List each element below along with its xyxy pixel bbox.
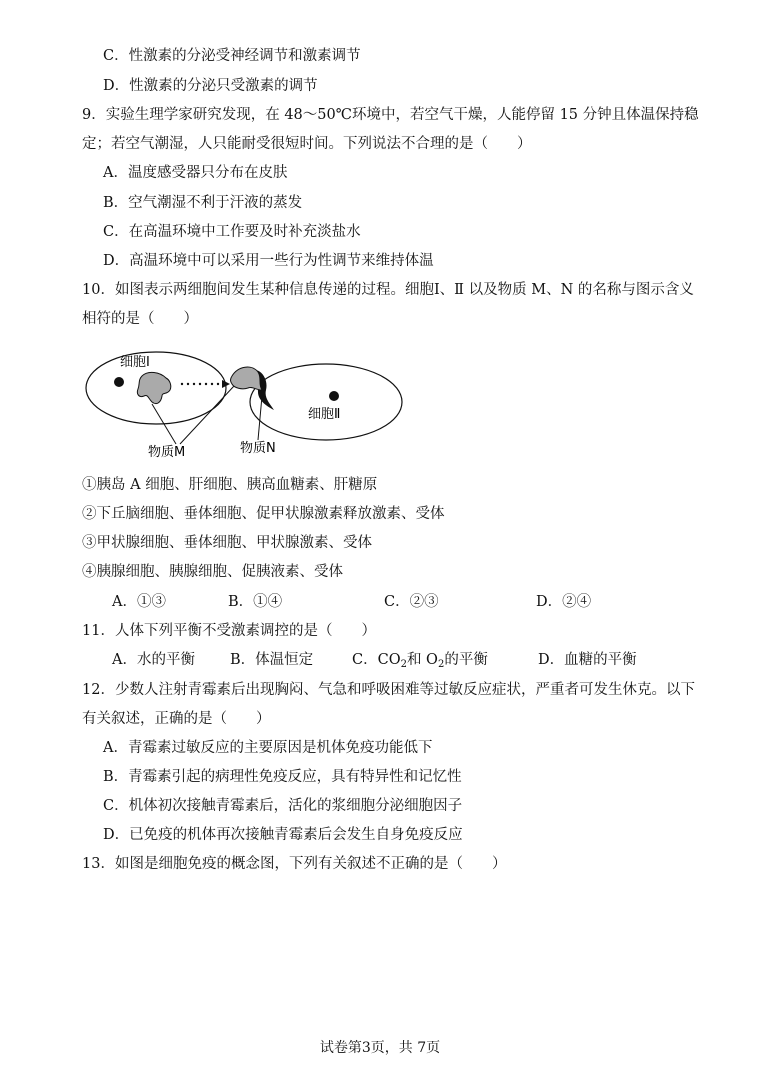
q9-option-a: A．温度感受器只分布在皮肤: [103, 165, 288, 181]
q11-option-c: [352, 650, 488, 675]
q10-stem-line1: 10．如图表示两细胞间发生某种信息传递的过程。细胞Ⅰ、Ⅱ 以及物质 M、N 的名称与图示含义: [82, 282, 694, 298]
q12-option-d: D．已免疫的机体再次接触青霉素后会发生自身免疫反应: [103, 827, 463, 843]
q12-option-c: C．机体初次接触青霉素后，活化的浆细胞分泌细胞因子: [103, 798, 463, 814]
q10-option-b: B．①④: [228, 594, 283, 610]
q10-option-a: A．①③: [112, 594, 166, 610]
q10-statement-2: ②下丘脑细胞、垂体细胞、促甲状腺激素释放激素、受体: [82, 506, 445, 522]
q10-statement-4: ④胰腺细胞、胰腺细胞、促胰液素、受体: [82, 564, 343, 580]
q12-option-b: B．青霉素引起的病理性免疫反应，具有特异性和记忆性: [103, 769, 462, 785]
q9-stem-line1: 9．实验生理学家研究发现，在 48～50℃环境中，若空气干燥，人能停留 15 分钟且体温保持稳: [82, 107, 699, 123]
q10-statement-1: ①胰岛 A 细胞、肝细胞、胰高血糖素、肝糖原: [82, 477, 378, 493]
q10-option-d: D．②④: [536, 594, 592, 610]
substance-n-label: 物质N: [240, 441, 276, 456]
q10-statement-3: ③甲状腺细胞、垂体细胞、甲状腺激素、受体: [82, 535, 372, 551]
q11-option-c-sub2: 2: [437, 659, 445, 670]
q11-option-b: B．体温恒定: [230, 652, 314, 668]
q12-option-a: A．青霉素过敏反应的主要原因是机体免疫功能低下: [103, 740, 433, 756]
q12-stem-line1: 12．少数人注射青霉素后出现胸闷、气急和呼吸困难等过敏反应症状，严重者可发生休克。以下: [82, 682, 695, 698]
q11-option-d: D．血糖的平衡: [538, 652, 637, 668]
q10-options-row: [0, 592, 760, 612]
page-footer: 试卷第3页，共 7页: [319, 1040, 441, 1056]
q11-option-c-pre: C．CO: [352, 652, 401, 668]
q9-option-d: D．高温环境中可以采用一些行为性调节来维持体温: [103, 253, 434, 269]
q11-option-c-post: 的平衡: [444, 652, 488, 668]
q10-option-c: C．②③: [384, 594, 439, 610]
cell-2-membrane: [250, 364, 402, 440]
q12-stem-line2: 有关叙述，正确的是（ ）: [82, 711, 271, 727]
q13-stem: 13．如图是细胞免疫的概念图，下列有关叙述不正确的是（ ）: [82, 856, 507, 872]
bound-substance-m: [231, 367, 263, 390]
q9-option-c: C．在高温环境中工作要及时补充淡盐水: [103, 224, 361, 240]
q8-option-c: C．性激素的分泌受神经调节和激素调节: [103, 48, 361, 64]
q11-option-c-mid: 和 O: [406, 652, 438, 668]
substance-m-label: 物质M: [148, 445, 186, 460]
q11-option-a: A．水的平衡: [112, 652, 195, 668]
q10-stem-line2: 相符的是（ ）: [82, 311, 198, 327]
cell-2-label: 细胞Ⅱ: [308, 407, 341, 422]
cell-1-nucleus: [114, 377, 124, 387]
q8-option-d: D．性激素的分泌只受激素的调节: [103, 78, 318, 94]
q9-stem-line2: 定；若空气潮湿，人只能耐受很短时间。下列说法不合理的是（ ）: [82, 136, 532, 152]
q11-option-c-sub1: 2: [400, 659, 407, 670]
q11-options-row: [0, 650, 760, 670]
q11-stem: 11．人体下列平衡不受激素调控的是（ ）: [82, 623, 376, 639]
cell-2-nucleus: [329, 391, 339, 401]
q9-option-b: B．空气潮湿不利于汗液的蒸发: [103, 195, 303, 211]
cell-signaling-diagram: [82, 348, 462, 460]
cell-1-label: 细胞Ⅰ: [120, 355, 150, 370]
